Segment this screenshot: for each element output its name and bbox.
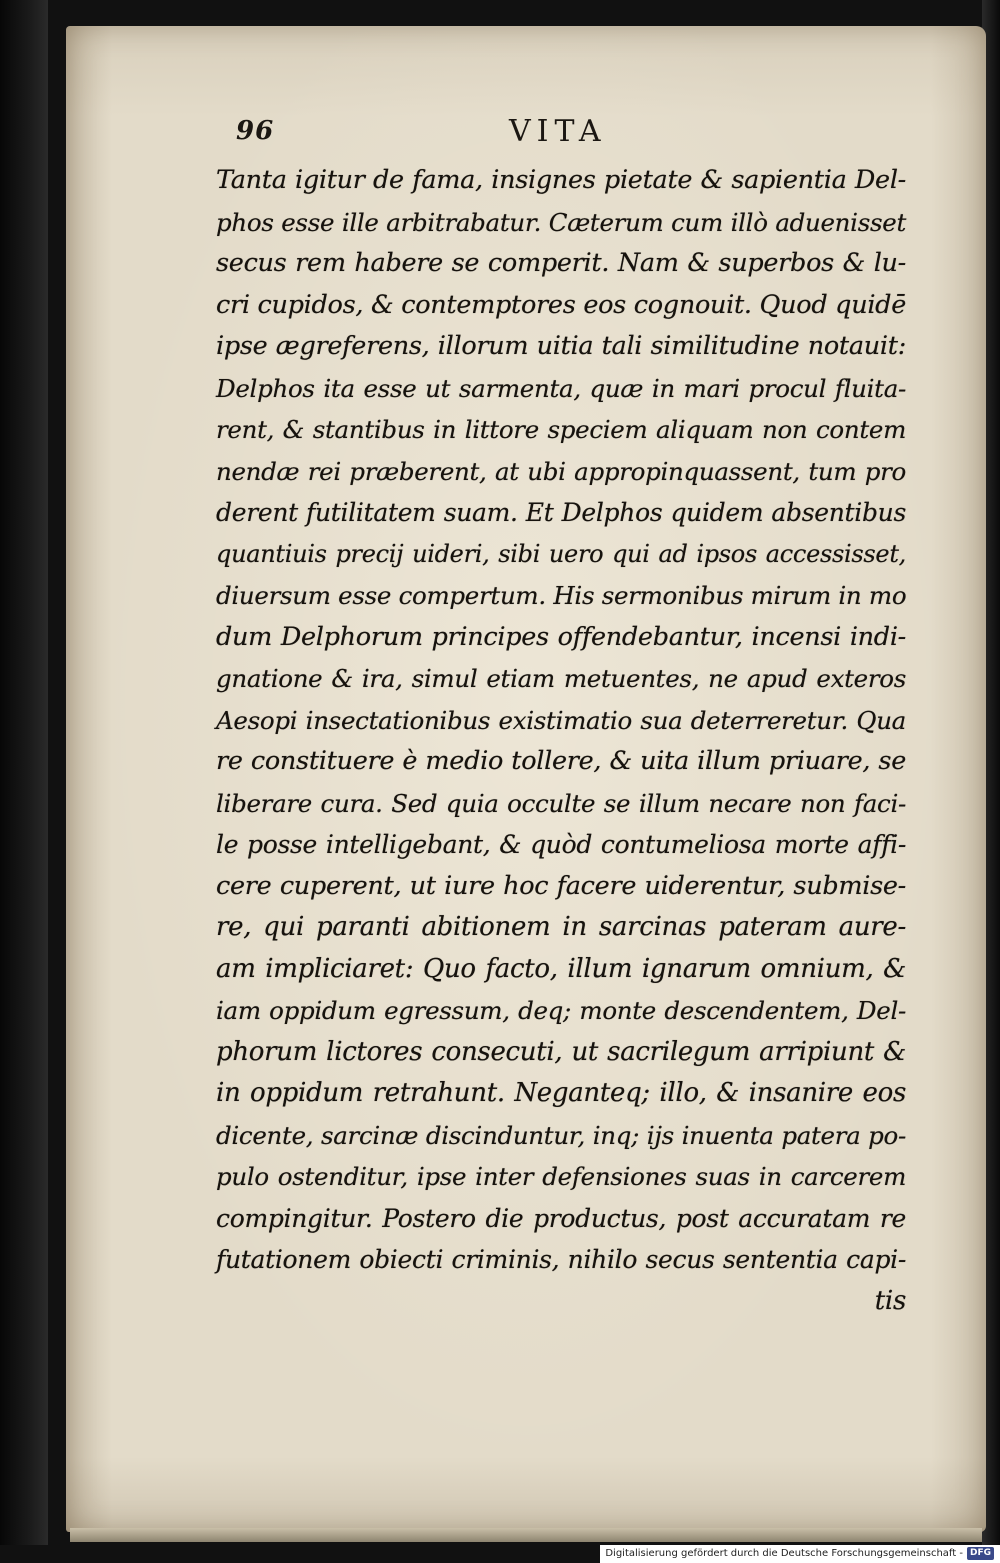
text-line: futationem obiecti criminis, nihilo secus sententia capi-: [216, 1245, 906, 1274]
text-line: re, qui paranti abitionem in sarcinas pateram aure-: [216, 912, 906, 942]
text-line: secus rem habere se comperit. Nam & superbos & lu-: [216, 248, 906, 278]
text-line: cere cuperent, ut iure hoc facere uiderentur, submise-: [216, 870, 906, 901]
text-line: am impliciaret: Quo facto, illum ignarum omnium, &: [216, 953, 906, 984]
text-line: Delphos ita esse ut sarmenta, quæ in mari procul fluita-: [216, 373, 906, 403]
text-line: pulo ostenditur, ipse inter defensiones suas in carcerem: [216, 1162, 906, 1191]
text-line: phos esse ille arbitrabatur. Cæterum cum illò aduenisset: [216, 207, 906, 237]
text-line: quantiuis precij uideri, sibi uero qui ad ipsos accessisset,: [216, 539, 906, 568]
text-line: nendæ rei præberent, at ubi appropinquassent, tum pro: [216, 456, 906, 486]
text-line: rent, & stantibus in littore speciem aliquam non contem: [216, 415, 906, 444]
text-line: diuersum esse compertum. His sermonibus mirum in mo: [216, 581, 907, 610]
page-bottom-edge: [70, 1528, 982, 1542]
text-line: phorum lictores consecuti, ut sacrilegum arripiunt &: [216, 1036, 906, 1067]
text-line: cri cupidos, & contemptores eos cognouit. Quod quidē: [216, 289, 906, 320]
dfg-logo[interactable]: DFG: [967, 1547, 994, 1560]
text-line: dicente, sarcinæ discinduntur, inq; ijs inuenta patera po-: [216, 1120, 906, 1150]
text-line: Tanta igitur de fama, insignes pietate & sapientia Del-: [216, 165, 906, 195]
page-number: 96: [236, 116, 275, 146]
digitization-credit: [600, 1545, 1000, 1563]
text-line: in oppidum retrahunt. Neganteq; illo, & insanire eos: [216, 1078, 906, 1108]
text-line: dum Delphorum principes offendebantur, incensi indi-: [216, 621, 906, 652]
text-line: liberare cura. Sed quia occulte se illum necare non faci-: [216, 788, 906, 818]
text-line: compingitur. Postero die productus, post accuratam re: [216, 1203, 906, 1233]
text-line: iam oppidum egressum, deq; monte descendentem, Del-: [216, 996, 906, 1025]
page-header: [236, 114, 656, 154]
text-line: derent futilitatem suam. Et Delphos quidem absentibus: [216, 498, 906, 527]
text-line: Aesopi insectationibus existimatio sua deterreretur. Qua: [216, 705, 906, 735]
credit-text: Digitalisierung gefördert durch die Deutsche Forschungsgemeinschaft -: [605, 1548, 963, 1559]
body-text: [216, 160, 906, 1322]
text-line: le posse intelligebant, & quòd contumeliosa morte affi-: [216, 830, 906, 859]
text-line: re constituere è medio tollere, & uita illum priuare, se: [216, 746, 906, 776]
text-line: ipse ægreferens, illorum uitia tali similitudine notauit:: [216, 331, 906, 361]
scan-left-edge: [0, 0, 48, 1545]
text-line: gnatione & ira, simul etiam metuentes, ne apud exteros: [216, 664, 906, 693]
running-head: VITA: [509, 114, 607, 149]
catchword: tis: [874, 1285, 906, 1316]
